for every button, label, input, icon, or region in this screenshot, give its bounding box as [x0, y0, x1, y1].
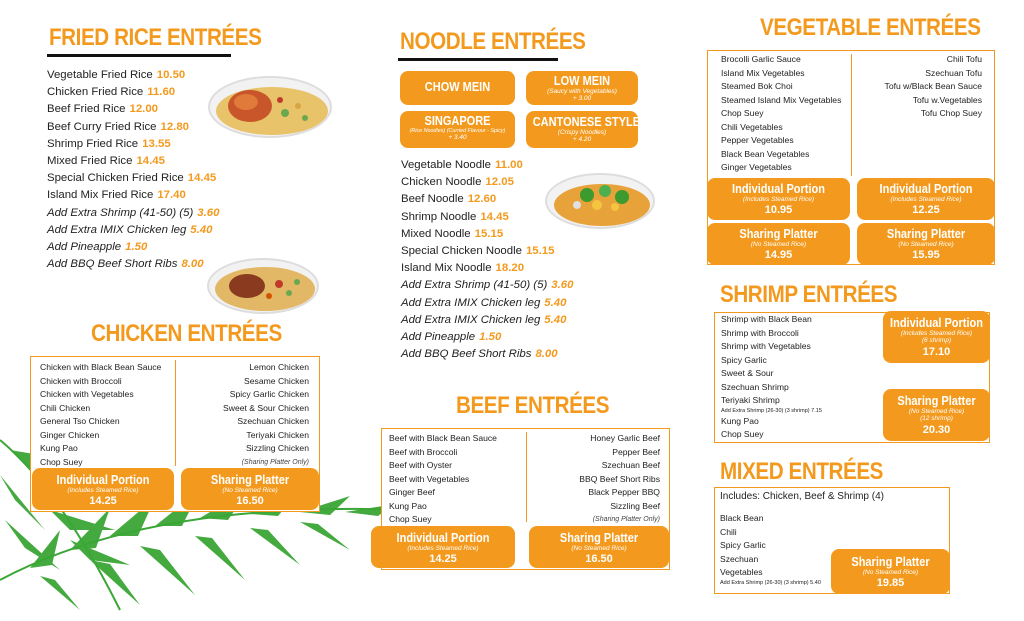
- list-item: Lemon Chicken: [249, 362, 309, 372]
- badge-title: Sharing Platter: [886, 227, 966, 241]
- list-item: Kung Pao: [721, 415, 759, 426]
- list-item: Chop Suey: [721, 429, 764, 439]
- badge-price: 17.10: [922, 345, 951, 358]
- list-item: Chili Vegetables: [721, 121, 783, 132]
- list-item: Tofu w/Black Bean Sauce: [884, 81, 982, 91]
- sharing-platter-badge: [883, 389, 990, 441]
- list-item: Add Extra IMIX Chicken leg 5.40: [401, 313, 567, 326]
- note: (Sharing Platter Only): [592, 516, 660, 523]
- vegetable-right-list: [885, 53, 982, 121]
- list-item: Sweet & Sour Chicken: [223, 402, 309, 413]
- fried-rice-underline: [47, 54, 231, 57]
- beef-right-list: [579, 432, 660, 527]
- individual-portion-badge: [371, 526, 515, 568]
- list-item: Add BBQ Beef Short Ribs 8.00: [401, 348, 558, 361]
- badge-price: 15.95: [912, 249, 940, 261]
- list-item: Beef with Black Bean Sauce: [389, 433, 497, 443]
- list-item: Tofu Chop Suey: [920, 108, 982, 118]
- extra-note: Add Extra Shrimp (26-30) (3 shrimp) 7.15: [721, 407, 822, 414]
- noodle-underline: [398, 58, 558, 61]
- individual-portion-badge: [707, 178, 850, 220]
- mixed-title: MIXED ENTRÉES: [720, 458, 883, 485]
- badge-sub: (Includes Steamed Rice): [67, 486, 139, 494]
- badge-sub: (No Steamed Rice): [571, 544, 627, 552]
- list-item: Mixed Noodle 15.15: [401, 227, 504, 240]
- list-item: Add Extra Shrimp (41-50) (5) 3.60: [47, 206, 220, 219]
- badge-sub: (Includes Steamed Rice): [742, 195, 815, 203]
- list-item: Black Bean: [720, 513, 764, 523]
- list-item: Steamed Island Mix Vegetables: [721, 94, 842, 105]
- badge-sub: (12 shrimp): [920, 415, 953, 422]
- vegetable-title: VEGETABLE ENTRÉES: [760, 14, 981, 41]
- list-item: Add Extra IMIX Chicken leg 5.40: [401, 296, 567, 309]
- badge-title: Sharing Platter: [851, 555, 930, 569]
- badge-price: 19.85: [876, 577, 905, 589]
- list-item: Beef Fried Rice 12.00: [47, 103, 159, 116]
- food-image: [547, 175, 655, 229]
- list-item: Brocolli Garlic Sauce: [721, 54, 801, 64]
- style-price: + 4.20: [572, 136, 592, 143]
- list-item: Special Chicken Noodle 15.15: [401, 245, 555, 258]
- list-item: Pepper Vegetables: [721, 135, 794, 145]
- list-item: Chop Suey: [40, 456, 83, 467]
- shrimp-list: [721, 313, 822, 442]
- list-item: Kung Pao: [40, 443, 78, 453]
- badge-price: 10.95: [764, 204, 793, 216]
- style-title: SINGAPORE: [424, 114, 491, 128]
- list-item: Tofu w.Vegetables: [912, 94, 982, 105]
- list-item: Beef Curry Fried Rice 12.80: [47, 120, 190, 133]
- list-item: Beef with Broccoli: [389, 446, 458, 457]
- list-item: Teriyaki Shrimp: [721, 395, 780, 405]
- list-item: Shrimp with Vegetables: [721, 341, 811, 351]
- style-price: + 3.00: [572, 95, 592, 102]
- list-item: Ginger Chicken: [40, 429, 100, 440]
- noodle-photo: [545, 173, 655, 229]
- sharing-platter-badge: [181, 468, 319, 510]
- list-item: Chop Suey: [721, 108, 764, 118]
- list-item: Chicken with Broccoli: [40, 375, 122, 386]
- style-price: + 3.40: [448, 133, 467, 141]
- badge-price: 12.25: [912, 204, 940, 216]
- list-item: Szechuan Shrimp: [721, 381, 789, 392]
- list-item: Shrimp Noodle 14.45: [401, 210, 509, 223]
- fried-rice-title: FRIED RICE ENTRÉES: [49, 24, 262, 51]
- noodle-list: [401, 157, 573, 363]
- list-item: Shrimp with Black Bean: [721, 314, 812, 324]
- style-sub: (Crispy Noodles): [557, 128, 607, 136]
- chicken-right-list: [223, 361, 309, 469]
- food-image: [210, 78, 332, 138]
- style-low-mein: [526, 71, 638, 105]
- style-sub: (Rice Noodles) (Curried Flavour - Spicy): [409, 127, 506, 134]
- badge-title: Sharing Platter: [897, 394, 976, 408]
- sharing-platter-badge: [707, 223, 850, 265]
- fried-rice-photo: [208, 76, 332, 138]
- fried-rice-photo-2: [207, 258, 319, 314]
- badge-sub: (No Steamed Rice): [750, 240, 807, 248]
- badge-sub: (Includes Steamed Rice): [407, 544, 479, 552]
- sharing-platter-badge: [831, 549, 950, 594]
- list-item: Chicken with Black Bean Sauce: [40, 362, 162, 372]
- list-item: Shrimp with Broccoli: [721, 327, 799, 338]
- list-item: Sweet & Sour: [721, 368, 774, 378]
- list-item: Add Pineapple 1.50: [47, 241, 148, 254]
- list-item: Szechuan: [720, 553, 759, 564]
- badge-title: Sharing Platter: [559, 531, 639, 545]
- badge-price: 14.25: [89, 495, 117, 507]
- beef-left-list: [389, 432, 497, 527]
- list-item: Beef with Vegetables: [389, 473, 470, 484]
- badge-price: 14.95: [764, 249, 793, 261]
- badge-sub: (No Steamed Rice): [908, 407, 965, 415]
- list-item: Honey Garlic Beef: [590, 433, 660, 443]
- badge-sub: (Includes Steamed Rice): [900, 329, 973, 337]
- list-item: Island Mix Noodle 18.20: [401, 262, 525, 275]
- list-item: Spicy Garlic: [720, 540, 766, 550]
- mixed-list: [720, 512, 821, 587]
- list-item: Sesame Chicken: [244, 375, 309, 386]
- badge-sub: (No Steamed Rice): [898, 240, 954, 248]
- badge-sub: (No Steamed Rice): [222, 486, 278, 494]
- badge-title: Individual Portion: [890, 316, 983, 330]
- list-item: Chop Suey: [389, 514, 432, 524]
- list-item: Vegetables: [720, 567, 763, 577]
- style-title: LOW MEIN: [553, 74, 611, 88]
- list-item: Chili Tofu: [946, 54, 982, 64]
- badge-sub: (No Steamed Rice): [862, 568, 919, 576]
- divider: [175, 360, 176, 466]
- individual-portion-badge: [883, 311, 990, 363]
- list-item: Steamed Bok Choi: [721, 81, 793, 91]
- list-item: Chicken with Vegetables: [40, 389, 134, 399]
- badge-title: Sharing Platter: [210, 473, 290, 487]
- list-item: BBQ Beef Short Ribs: [579, 473, 660, 484]
- list-item: Mixed Fried Rice 14.45: [47, 155, 165, 168]
- list-item: Island Mix Fried Rice 17.40: [47, 189, 186, 202]
- style-chow-mein: [400, 71, 515, 105]
- badge-sub: (Includes Steamed Rice): [890, 195, 962, 203]
- badge-price: 16.50: [585, 553, 613, 565]
- noodle-title: NOODLE ENTRÉES: [400, 28, 586, 55]
- divider: [526, 432, 527, 522]
- list-item: Ginger Vegetables: [721, 162, 792, 172]
- list-item: Pepper Beef: [612, 446, 660, 457]
- list-item: Chili Chicken: [40, 402, 91, 413]
- style-title: CHOW MEIN: [424, 80, 491, 94]
- badge-title: Individual Portion: [732, 182, 825, 196]
- list-item: Vegetable Fried Rice 10.50: [47, 69, 186, 81]
- list-item: Add Extra Shrimp (41-50) (5) 3.60: [401, 279, 574, 292]
- individual-portion-badge: [32, 468, 174, 510]
- list-item: Beef with Oyster: [389, 460, 453, 470]
- divider: [851, 54, 852, 176]
- sharing-platter-badge: [857, 223, 995, 265]
- individual-portion-badge: [857, 178, 995, 220]
- style-sub: (Saucy with Vegetables): [547, 87, 617, 95]
- list-item: Chicken Noodle 12.05: [401, 176, 514, 189]
- badge-title: Individual Portion: [396, 531, 490, 545]
- list-item: Island Mix Vegetables: [721, 67, 805, 78]
- style-title: CANTONESE STYLE: [532, 115, 641, 129]
- food-image: [209, 260, 319, 314]
- chicken-left-list: [40, 361, 161, 469]
- list-item: Black Pepper BBQ: [588, 487, 660, 497]
- list-item: Spicy Garlic: [721, 354, 767, 365]
- list-item: Sizzling Chicken: [245, 443, 309, 453]
- list-item: Spicy Garlic Chicken: [229, 389, 309, 399]
- vegetable-left-list: [721, 53, 841, 175]
- list-item: Vegetable Noodle 11.00: [401, 159, 523, 171]
- style-singapore: [400, 111, 515, 148]
- list-item: Black Bean Vegetables: [721, 148, 810, 159]
- badge-price: 20.30: [922, 423, 951, 436]
- list-item: Chili: [720, 526, 737, 537]
- list-item: Add Pineapple 1.50: [401, 331, 502, 344]
- list-item: Chicken Fried Rice 11.60: [47, 86, 176, 99]
- badge-sub: (6 shrimp): [921, 337, 952, 344]
- badge-price: 16.50: [236, 495, 264, 507]
- badge-title: Individual Portion: [56, 473, 150, 487]
- beef-title: BEEF ENTRÉES: [456, 392, 610, 419]
- sharing-platter-badge: [529, 526, 669, 568]
- badge-title: Individual Portion: [879, 182, 973, 196]
- note: (Sharing Platter Only): [241, 458, 309, 466]
- mixed-includes: Includes: Chicken, Beef & Shrimp (4): [720, 491, 884, 502]
- shrimp-title: SHRIMP ENTRÉES: [720, 281, 898, 308]
- list-item: General Tso Chicken: [40, 416, 120, 426]
- style-cantonese: [526, 111, 641, 148]
- list-item: Beef Noodle 12.60: [401, 193, 497, 206]
- fried-rice-list: [47, 67, 219, 273]
- list-item: Special Chicken Fried Rice 14.45: [47, 172, 217, 185]
- list-item: Szechuan Tofu: [925, 67, 982, 78]
- list-item: Kung Pao: [389, 500, 427, 511]
- list-item: Teriyaki Chicken: [246, 429, 309, 440]
- badge-price: 14.25: [429, 553, 457, 565]
- list-item: Sizzling Beef: [610, 500, 660, 511]
- chicken-title: CHICKEN ENTRÉES: [91, 320, 282, 347]
- badge-title: Sharing Platter: [739, 227, 818, 241]
- extra-note: Add Extra Shrimp (26-30) (3 shrimp) 5.40: [720, 579, 821, 586]
- list-item: Add Extra IMIX Chicken leg 5.40: [47, 223, 213, 236]
- list-item: Add BBQ Beef Short Ribs 8.00: [47, 258, 204, 271]
- list-item: Szechuan Chicken: [237, 416, 309, 426]
- list-item: Szechuan Beef: [601, 460, 660, 470]
- list-item: Shrimp Fried Rice 13.55: [47, 137, 171, 150]
- list-item: Ginger Beef: [389, 487, 435, 497]
